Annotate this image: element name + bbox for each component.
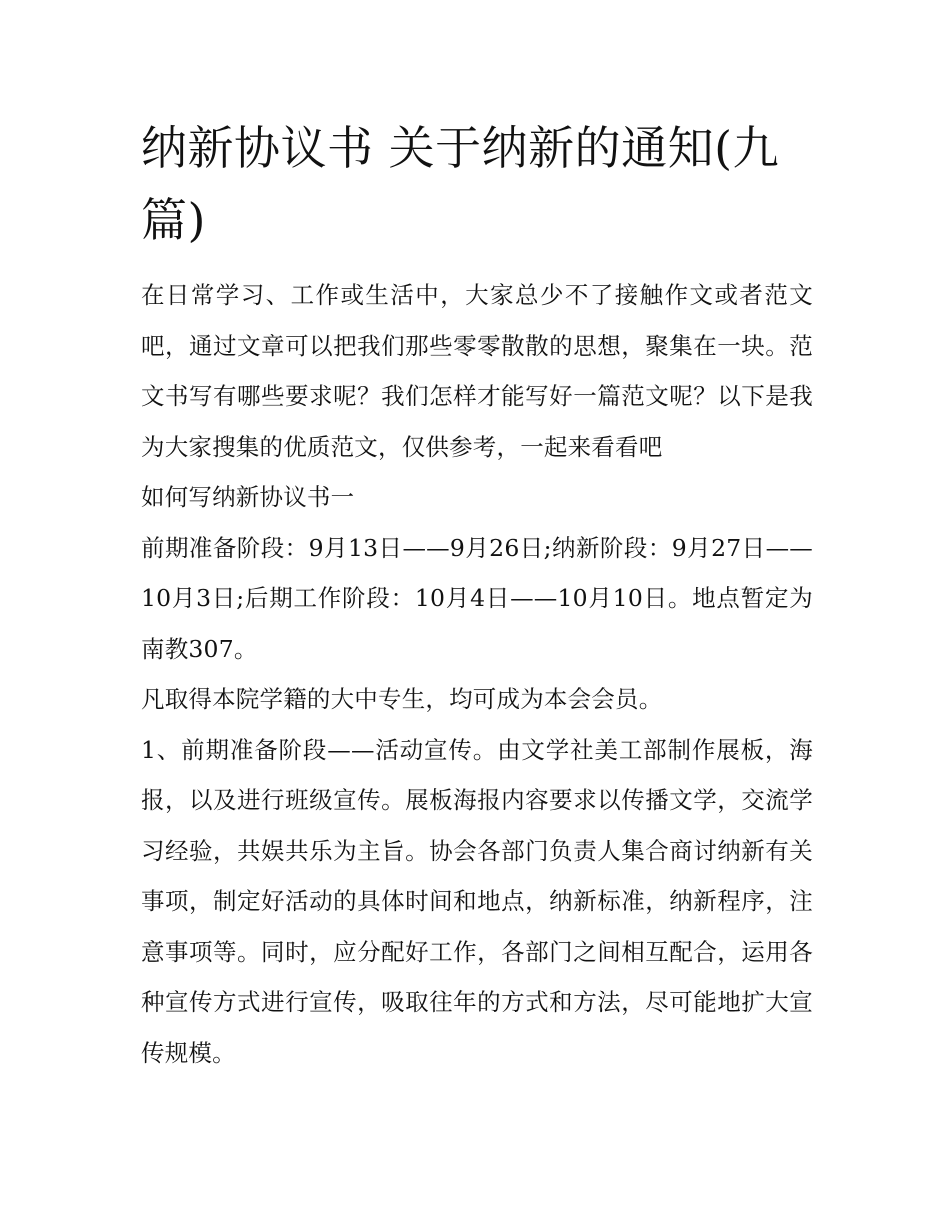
document-content — [141, 112, 813, 1078]
paragraph-preparation: 1、前期准备阶段——活动宣传。由文学社美工部制作展板，海报，以及进行班级宣传。展板海报内容要求以传播文学，交流学习经验，共娱共乐为主旨。协会各部门负责人集合商讨纳新有关事项，制定好活动的具体时间和地点，纳新标准，纳新程序，注意事项等。同时，应分配好工作，各部门之间相互配合，运用各种宣传方式进行宣传，吸取往年的方式和方法，尽可能地扩大宣传规模。 — [141, 735, 813, 1067]
paragraph-eligibility: 凡取得本院学籍的大中专生，均可成为本会会员。 — [141, 685, 663, 713]
document-title: 纳新协议书 关于纳新的通知(九篇) — [141, 121, 780, 247]
paragraph-heading: 如何写纳新协议书一 — [141, 483, 355, 511]
paragraph-intro: 在日常学习、工作或生活中，大家总少不了接触作文或者范文吧，通过文章可以把我们那些零零散散的思想，聚集在一块。范文书写有哪些要求呢？我们怎样才能写好一篇范文呢？以下是我为大家搜集的优质范文，仅供参考，一起来看看吧 — [141, 281, 813, 461]
paragraph-schedule: 前期准备阶段：9月13日——9月26日;纳新阶段：9月27日——10月3日;后期工作阶段：10月4日——10月10日。地点暂定为南教307。 — [141, 533, 813, 663]
